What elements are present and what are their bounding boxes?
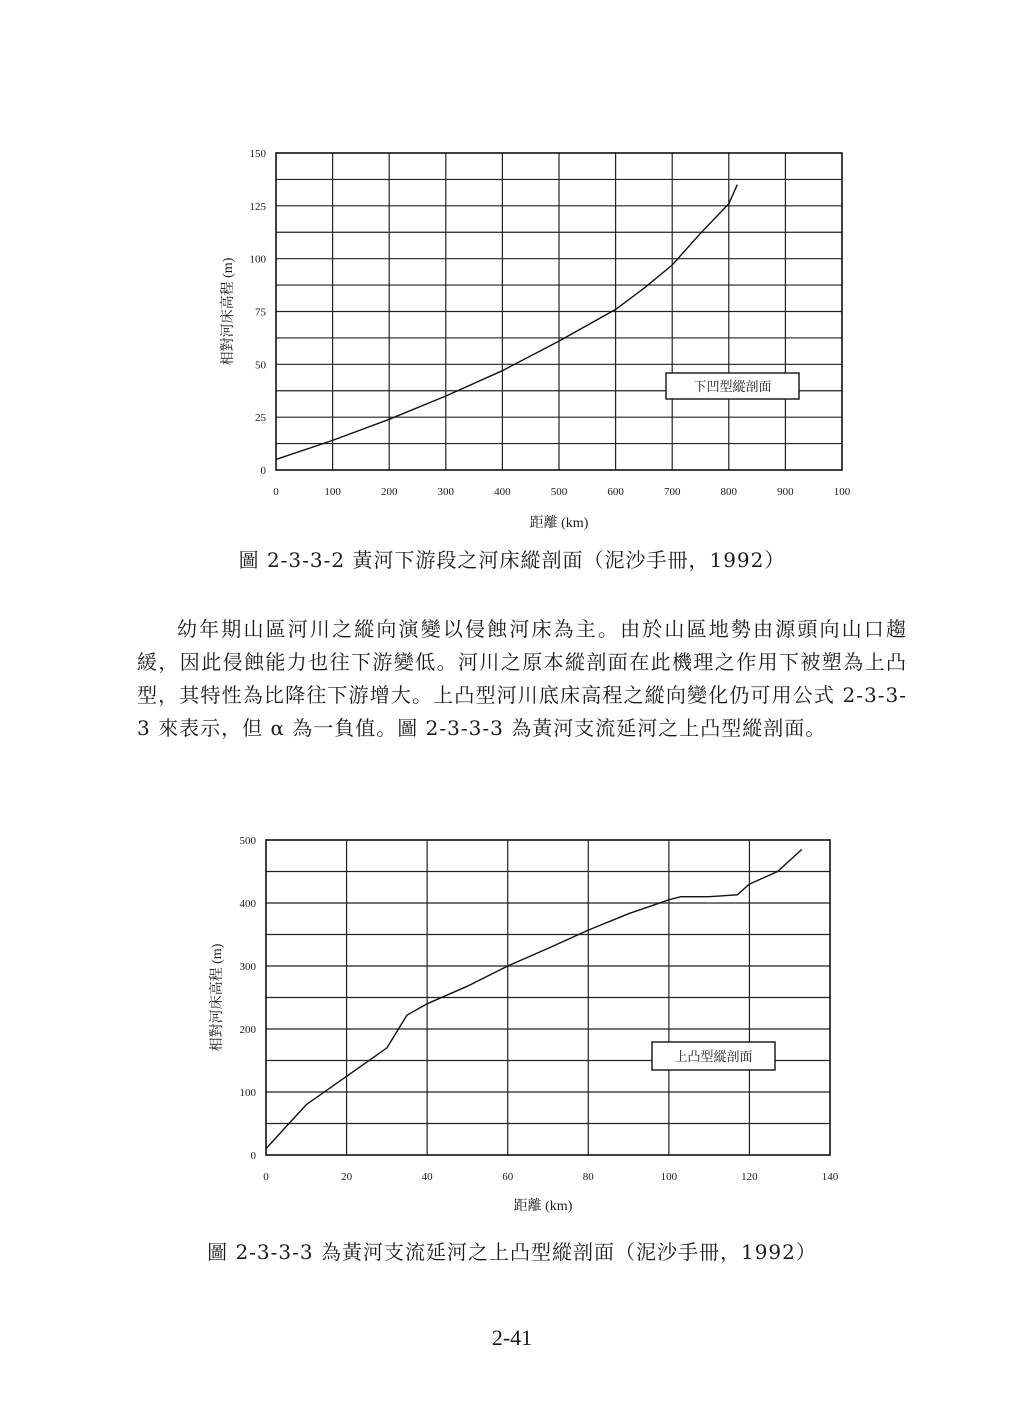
x-tick-label: 100 [660, 1171, 678, 1183]
x-tick-label: 140 [821, 1171, 839, 1183]
y-tick-label: 150 [249, 148, 266, 160]
x-tick-label: 100 [833, 486, 851, 498]
chart-2-container [0, 820, 1024, 1220]
x-tick-label: 400 [494, 486, 511, 498]
y-tick-label: 100 [239, 1087, 256, 1099]
y-tick-label: 75 [255, 306, 266, 319]
figure-caption-1: 圖 2-3-3-2 黃河下游段之河床縱剖面（泥沙手冊，1992） [238, 548, 786, 572]
y-axis-label: 相對河床高程 (m) [221, 257, 236, 366]
series-line [276, 185, 737, 460]
x-tick-label: 500 [550, 486, 568, 498]
x-tick-label: 80 [582, 1171, 594, 1183]
legend-label: 上凸型縱剖面 [674, 1049, 753, 1064]
y-tick-label: 500 [239, 835, 256, 847]
chart-convex-profile [0, 820, 1024, 1220]
x-tick-label: 600 [607, 486, 624, 498]
y-tick-label: 100 [249, 253, 266, 266]
legend-label: 下凹型縱剖面 [693, 379, 772, 394]
y-axis-label: 相對河床高程 (m) [210, 943, 225, 1052]
chart-concave-profile [0, 0, 1024, 540]
x-tick-label: 0 [273, 486, 279, 498]
x-tick-label: 700 [663, 486, 681, 498]
y-tick-label: 0 [260, 465, 266, 477]
x-tick-label: 100 [324, 486, 341, 498]
body-paragraph [137, 613, 907, 745]
y-tick-label: 200 [239, 1024, 256, 1036]
y-tick-label: 125 [249, 200, 266, 213]
x-tick-label: 20 [341, 1171, 353, 1183]
x-tick-label: 0 [263, 1171, 269, 1183]
y-tick-label: 300 [239, 961, 256, 973]
x-tick-label: 60 [502, 1171, 514, 1183]
y-tick-label: 50 [255, 359, 266, 372]
x-tick-label: 200 [380, 486, 398, 498]
x-tick-label: 40 [421, 1171, 433, 1183]
x-tick-label: 900 [777, 486, 794, 498]
figure-caption-2: 圖 2-3-3-3 為黃河支流延河之上凸型縱剖面（泥沙手冊，1992） [207, 1240, 817, 1264]
x-tick-label: 300 [437, 486, 455, 498]
chart-1-container [0, 0, 1024, 540]
x-axis-label: 距離 (km) [529, 516, 589, 531]
y-tick-label: 0 [250, 1150, 256, 1162]
y-tick-label: 400 [239, 898, 256, 910]
x-axis-label: 距離 (km) [513, 1199, 573, 1214]
y-tick-label: 25 [255, 412, 266, 425]
x-tick-label: 800 [720, 486, 738, 498]
paragraph-text: 幼年期山區河川之縱向演變以侵蝕河床為主。由於山區地勢由源頭向山口趨緩，因此侵蝕能力也往下游變低。河川之原本縱剖面在此機理之作用下被塑為上凸型，其特性為比降往下游增大。上凸型河川底床高程之縱向變化仍可用公式 2-3-3-3 來表示，但 α 為一負值。圖 2-3-3-3 為黃河支流延河之上凸型縱剖面。 [137, 617, 907, 740]
page-number: 2-41 [491, 1325, 533, 1350]
x-tick-label: 120 [741, 1171, 758, 1183]
